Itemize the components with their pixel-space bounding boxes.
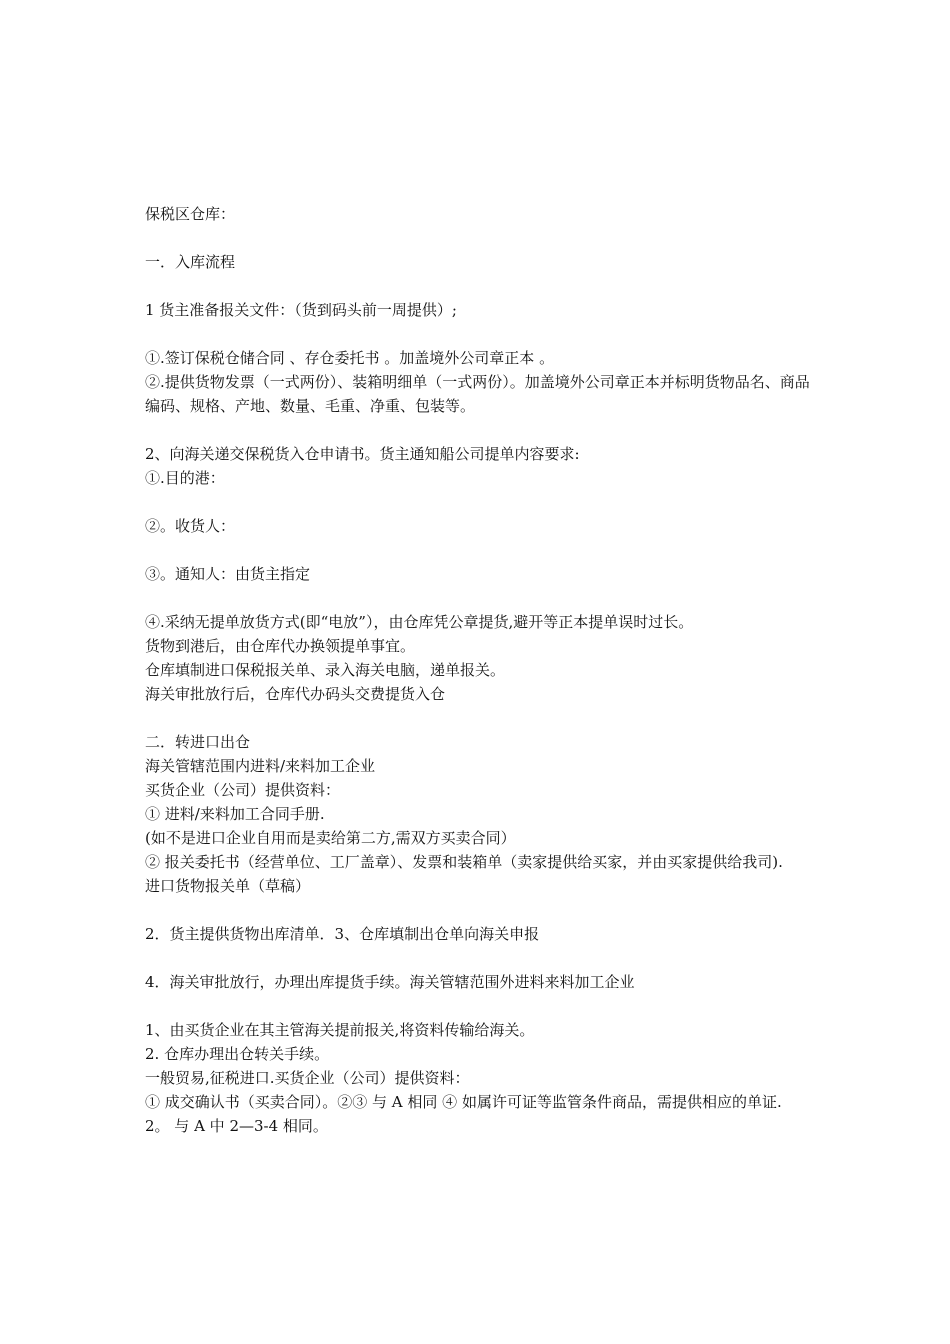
section-heading-transfer: 二．转进口出仓 [145, 733, 251, 751]
blank-line [145, 490, 815, 514]
blank-line [145, 322, 815, 346]
paragraph-destination-port: ①.目的港： [145, 469, 225, 487]
paragraph-step-4: 4．海关审批放行，办理出库提货手续。海关管辖范围外进料来料加工企业 [145, 973, 635, 991]
paragraph-notify-party: ③。通知人：由货主指定 [145, 565, 311, 583]
paragraph-consignee: ②。收货人： [145, 517, 236, 535]
paragraph-arrival: 货物到港后，由仓库代办换领提单事宜。 [145, 637, 416, 655]
paragraph-contract-manual: ① 进料/来料加工合同手册. [145, 805, 325, 823]
paragraph-buyer-materials: 买货企业（公司）提供资料： [145, 781, 341, 799]
paragraph-note: (如不是进口企业自用而是卖给第二方,需双方买卖合同） [145, 829, 516, 847]
paragraph-transit-procedure: 2. 仓库办理出仓转关手续。 [145, 1045, 330, 1063]
paragraph-same-as-a: 2。 与 A 中 2—3-4 相同。 [145, 1117, 328, 1135]
blank-line [145, 706, 815, 730]
blank-line [145, 538, 815, 562]
section-heading-inbound: 一．入库流程 [145, 253, 236, 271]
blank-line [145, 586, 815, 610]
blank-line [145, 946, 815, 970]
paragraph-draft-declaration: 进口货物报关单（草稿） [145, 877, 311, 895]
paragraph-telex-release: ④.采纳无提单放货方式(即“电放”），由仓库凭公章提货,避开等正本提单误时过长。 [145, 613, 694, 631]
paragraph-scope: 海关管辖范围内进料/来料加工企业 [145, 757, 376, 775]
paragraph-item-2: ②.提供货物发票（一式两份）、装箱明细单（一式两份）。加盖境外公司章正本并标明货物品名、商品编码、规格、产地、数量、毛重、净重、包装等。 [145, 373, 810, 415]
blank-line [145, 418, 815, 442]
blank-line [145, 898, 815, 922]
document-title: 保税区仓库： [145, 205, 236, 223]
paragraph-item-1: ①.签订保税仓储合同 、存仓委托书 。加盖境外公司章正本 。 [145, 349, 555, 367]
paragraph-step-2: 2、向海关递交保税货入仓申请书。货主通知船公司提单内容要求: [145, 445, 580, 463]
paragraph-customs-authorization: ② 报关委托书（经营单位、工厂盖章）、发票和装箱单（卖家提供给买家，并由买家提供给我司). [145, 853, 783, 871]
paragraph-advance-declaration: 1、由买货企业在其主管海关提前报关,将资料传输给海关。 [145, 1021, 535, 1039]
document-body [145, 202, 815, 1138]
blank-line [145, 226, 815, 250]
blank-line [145, 994, 815, 1018]
paragraph-step-1: 1 货主准备报关文件：（货到码头前一周提供）; [145, 301, 457, 319]
paragraph-general-trade: 一般贸易,征税进口.买货企业（公司）提供资料： [145, 1069, 470, 1087]
paragraph-sales-confirmation: ① 成交确认书（买卖合同）。②③ 与 A 相同 ④ 如属许可证等监管条件商品，需提供相应的单证. [145, 1093, 782, 1111]
paragraph-declaration: 仓库填制进口保税报关单、录入海关电脑，递单报关。 [145, 661, 506, 679]
blank-line [145, 274, 815, 298]
paragraph-approval: 海关审批放行后，仓库代办码头交费提货入仓 [145, 685, 446, 703]
paragraph-steps-2-3: 2．货主提供货物出库清单．3、仓库填制出仓单向海关申报 [145, 925, 540, 943]
